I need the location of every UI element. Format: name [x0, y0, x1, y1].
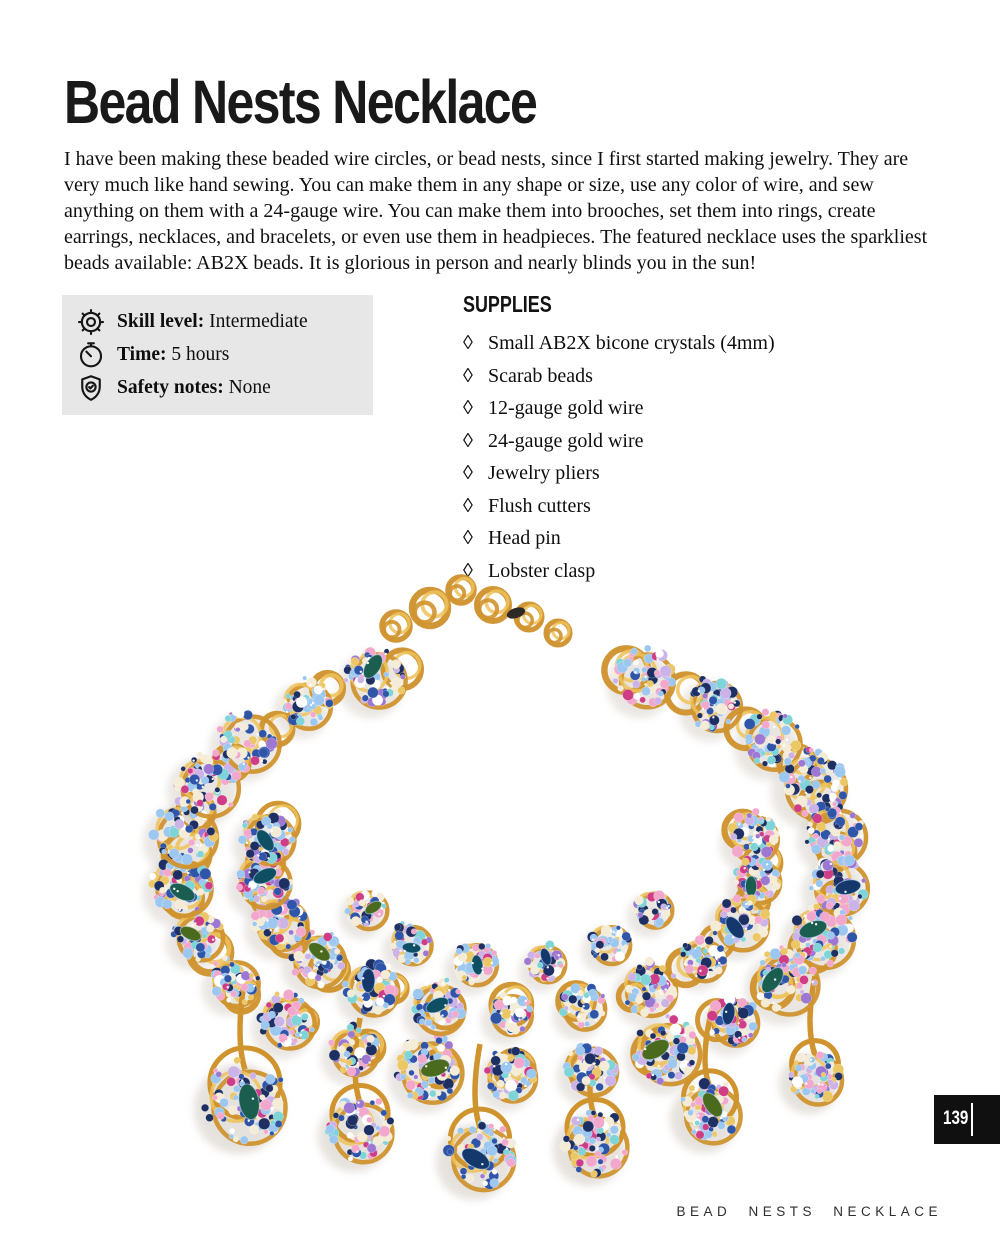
diamond-bullet: ◊ — [463, 527, 473, 550]
diamond-bullet: ◊ — [463, 559, 473, 582]
list-item — [463, 397, 903, 419]
skill-level-row — [76, 307, 359, 337]
diamond-bullet: ◊ — [463, 397, 473, 420]
intro-paragraph: I have been making these beaded wire circles, or bead nests, since I first started making jewelry. They are very much like hand sewing. You can make them in any shape or size, use any color of wire, and sew anything on them with a 24-gauge wire. You can make them into brooches, set them into rings, create earrings, necklaces, and bracelets, or even use them in headpieces. The featured necklace uses the sparkliest beads available: AB2X beads. It is glorious in person and nearly blinds you in the sun! — [64, 148, 928, 274]
supply-item-text: Small AB2X bicone crystals (4mm) — [488, 332, 775, 355]
safety-notes-row — [76, 373, 359, 403]
page-number: 139 — [943, 1108, 969, 1129]
supplies-section — [463, 292, 903, 592]
time-text — [117, 344, 229, 366]
diamond-bullet: ◊ — [463, 332, 473, 355]
skill-level-text — [117, 311, 308, 333]
list-item — [463, 365, 903, 387]
diamond-bullet: ◊ — [463, 364, 473, 387]
supply-item-text: 24-gauge gold wire — [488, 429, 644, 452]
shield-check-icon — [76, 373, 106, 403]
necklace-photo — [85, 556, 935, 1206]
time-label: Time: — [117, 344, 167, 365]
list-item — [463, 495, 903, 517]
skill-level-value: Intermediate — [209, 311, 308, 332]
gear-icon — [76, 307, 106, 337]
skill-level-label: Skill level: — [117, 311, 205, 332]
supply-item-text: 12-gauge gold wire — [488, 397, 644, 420]
necklace-illustration — [85, 556, 935, 1206]
safety-notes-label: Safety notes: — [117, 377, 224, 398]
time-row — [76, 340, 359, 370]
diamond-bullet: ◊ — [463, 494, 473, 517]
page-number-divider — [971, 1103, 973, 1136]
safety-notes-text — [117, 377, 271, 399]
supply-item-text: Jewelry pliers — [488, 462, 600, 485]
diamond-bullet: ◊ — [463, 429, 473, 452]
supplies-heading: SUPPLIES — [463, 291, 552, 317]
list-item — [463, 430, 903, 452]
running-footer: BEAD NESTS NECKLACE — [676, 1204, 942, 1219]
safety-notes-value: None — [228, 377, 271, 398]
supply-item-text: Flush cutters — [488, 494, 591, 517]
supply-item-text: Head pin — [488, 527, 561, 550]
supply-item-text: Scarab beads — [488, 364, 593, 387]
page-number-box — [934, 1095, 1000, 1144]
list-item — [463, 462, 903, 484]
supply-item-text: Lobster clasp — [488, 559, 596, 582]
list-item — [463, 332, 903, 354]
list-item — [463, 527, 903, 549]
supplies-list — [463, 332, 903, 582]
project-info-box — [62, 295, 373, 415]
diamond-bullet: ◊ — [463, 462, 473, 485]
page-title: Bead Nests Necklace — [64, 68, 537, 136]
timer-icon — [76, 340, 106, 370]
time-value: 5 hours — [171, 344, 230, 365]
